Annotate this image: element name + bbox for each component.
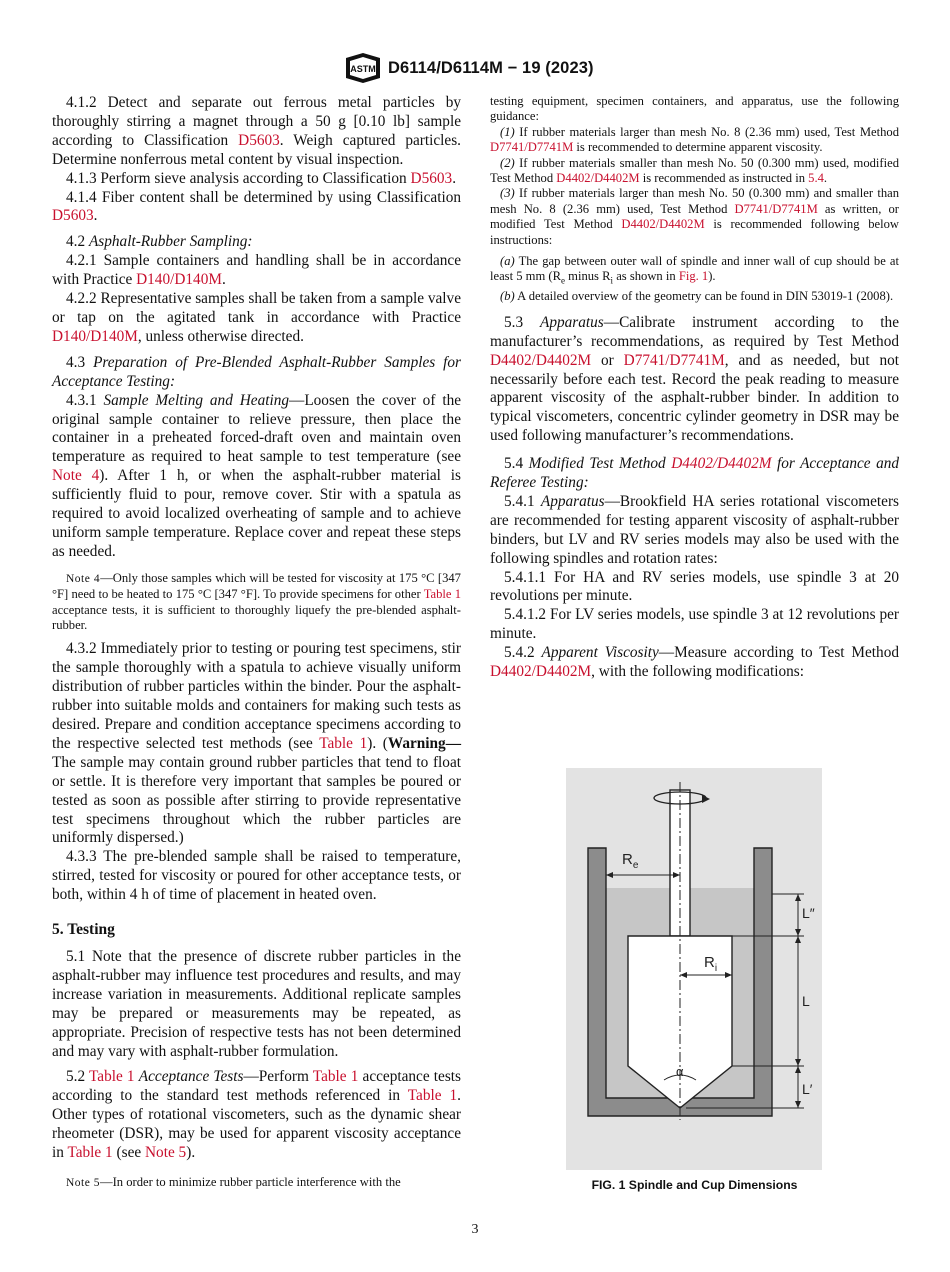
paragraph-4-1-3: 4.1.3 Perform sieve analysis according to Classification D5603. (66, 169, 457, 187)
link-d4402[interactable]: D4402/D4402M (490, 351, 592, 369)
spindle-cup-diagram (566, 768, 822, 1170)
link-d5603[interactable]: D5603 (410, 169, 453, 187)
guidance-a: (a) The gap between outer wall of spindle and inner wall of cup should be at least 5 mm ($R_e$ minus $R_i$ as shown in Fig. 1). (490, 254, 899, 286)
link-d7741[interactable]: D7741/D7741M (623, 351, 725, 369)
figure-caption: FIG. 1 Spindle and Cup Dimensions (591, 1178, 798, 1192)
link-table-1[interactable]: Table 1 (423, 587, 461, 602)
astm-logo-icon (344, 52, 382, 84)
guidance-1: (1) If rubber materials larger than mesh No. 8 (2.36 mm) used, Test Method D7741/D7741M is recommended to determine apparent viscosity. (490, 124, 899, 155)
paragraph-5-2: 5.2 Table 1 Acceptance Tests—Perform Table 1 acceptance tests according to the standard test methods referenced in Table 1. Other types of rotational viscometers, such as the dynamic shear rheometer (DSR), may be used for apparent viscosity acceptance in Table 1 (see Note 5). (52, 1068, 461, 1162)
document-id: D6114/D6114M − 19 (2023) (388, 59, 594, 77)
guidance-b: (b) A detailed overview of the geometry can be found in DIN 53019-1 (2008). (500, 289, 894, 304)
link-d140[interactable]: D140/D140M (136, 271, 222, 289)
paragraph-4-2-1: 4.2.1 Sample containers and handling shall be in accordance with Practice D140/D140M. (52, 252, 461, 289)
label-l: L (802, 993, 810, 1009)
paragraph-5-1: 5.1 Note that the presence of discrete rubber particles in the asphalt-rubber may influence test procedures and results, and may increase variation in measurements. Additional replicate samples may be prepared or measurements may be repeated, as appropriate. Precision of respective tests has not been determined and may vary with asphalt-rubber formulation. (52, 947, 461, 1060)
page-number: 3 (471, 1222, 479, 1237)
link-d140[interactable]: D140/D140M (52, 327, 138, 345)
link-d4402[interactable]: D4402/D4402M (556, 171, 640, 186)
paragraph-5-4-1-1: 5.4.1.1 For HA and RV series models, use spindle 3 at 20 revolutions per minute. (490, 568, 899, 605)
link-d4402[interactable]: D4402/D4402M (671, 455, 772, 473)
paragraph-5-4: 5.4 Modified Test Method D4402/D4402M for Acceptance and Referee Testing: (490, 455, 900, 492)
paragraph-4-1-2: 4.1.2 Detect and separate out ferrous metal particles by thoroughly stirring a magnet through a 50 g [0.10 lb] sample according to Classification D5603. Weigh captured particles. Determine nonferrous metal content by visual inspection. (52, 94, 461, 168)
link-d4402[interactable]: D4402/D4402M (490, 663, 592, 681)
figure-spindle-cup (566, 768, 822, 1170)
label-re: $R_e$ (622, 851, 639, 871)
guidance-2: (2) If rubber materials smaller than mesh No. 50 (0.300 mm) used, modified Test Method D4402/D4402M is recommended as instructed in 5.4. (490, 155, 899, 186)
paragraph-4-3: 4.3 Preparation of Pre-Blended Asphalt-Rubber Samples for Acceptance Testing: (52, 353, 461, 390)
link-table-1[interactable]: Table 1 (89, 1068, 135, 1086)
note-5: Note 5—In order to minimize rubber particle interference with the (66, 1174, 401, 1189)
link-table-1[interactable]: Table 1 (312, 1068, 359, 1086)
link-note-4[interactable]: Note 4 (52, 467, 100, 485)
paragraph-5-4-1-2: 5.4.1.2 For LV series models, use spindle 3 at 12 revolutions per minute. (490, 606, 899, 643)
logo-text: ASTM (350, 64, 376, 74)
section-heading-testing: 5. Testing (52, 921, 115, 939)
page-header (0, 52, 950, 88)
paragraph-4-2: 4.2 Asphalt-Rubber Sampling: (66, 233, 253, 251)
paragraph-4-2-2: 4.2.2 Representative samples shall be taken from a sample valve or tap on the agitated tank in accordance with Practice D140/D140M, unless otherwise directed. (52, 290, 461, 345)
link-d5603[interactable]: D5603 (238, 131, 280, 149)
link-d4402[interactable]: D4402/D4402M (621, 217, 705, 232)
link-d7741[interactable]: D7741/D7741M (734, 201, 818, 216)
paragraph-4-3-1: 4.3.1 Sample Melting and Heating—Loosen the cover of the original sample container to relieve pressure, then place the container in a preheated forced-draft oven and maintain oven temperature as required to heat sample to test temperature (see Note 4). After 1 h, or when the asphalt-rubber material is sufficiently fluid to pour, remove cover. Stir with a spatula as required to avoid localized overheating of sample and to achieve uniform sample temperature. Replace cover and repeat these steps as needed. (52, 391, 462, 560)
paragraph-5-4-1: 5.4.1 Apparatus—Brookfield HA series rotational viscometers are recommended for testing apparent viscosity of asphalt-rubber binders, but LV and RV series models may also be used with the following spindles and rotation rates: (490, 492, 899, 567)
right-column (490, 94, 899, 682)
link-table-1[interactable]: Table 1 (407, 1087, 458, 1105)
link-d5603[interactable]: D5603 (52, 207, 94, 225)
left-column (52, 94, 461, 1198)
note-4: Note 4—Only those samples which will be tested for viscosity at 175 °C [347 °F] need to be heated to 175 °C [347 °F]. To provide specimens for other Table 1 acceptance tests, it is sufficient to thoroughly liquefy the pre-blended asphalt-rubber. (52, 570, 461, 632)
link-section-5-4[interactable]: 5.4 (808, 171, 824, 186)
label-alpha: α (676, 1064, 684, 1079)
label-l-prime: L′ (802, 1081, 813, 1097)
paragraph-5-4-2: 5.4.2 Apparent Viscosity—Measure according to Test Method D4402/D4402M, with the following modifications: (490, 644, 900, 681)
link-table-1[interactable]: Table 1 (319, 734, 368, 752)
paragraph-4-3-3: 4.3.3 The pre-blended sample shall be raised to temperature, stirred, tested for viscosity or poured for other acceptance tests, or both, within 4 h of time of placement in heated oven. (52, 848, 461, 904)
guidance-intro: testing equipment, specimen containers, and apparatus, use the following guidance: (490, 94, 899, 124)
paragraph-4-1-4: 4.1.4 Fiber content shall be determined by using Classification D5603. (52, 188, 461, 225)
paragraph-4-3-2: 4.3.2 Immediately prior to testing or pouring test specimens, stir the sample thoroughly with a spatula to achieve visually uniform distribution of rubber particles within the binder. Pour the asphalt-rubber into suitable molds and containers for making such tests as desired. Prepare and condition acceptance specimens according to the respective selected test methods (see Table 1). (Warning—The sample may contain ground rubber particles that tend to float or settle. It is therefore very important that samples be poured or tested as soon as possible after stirring to provide representative test specimens throughout which the rubber particles are uniformly dispersed.) (52, 640, 461, 847)
link-fig-1[interactable]: Fig. 1 (678, 269, 709, 284)
paragraph-5-3: 5.3 Apparatus—Calibrate instrument according to the manufacturer’s recommendations, as required by Test Method D4402/D4402M or D7741/D7741M, and as needed, but not necessarily before each test. Record the peak reading to measure apparent viscosity of the asphalt-rubber binder. In addition to typical viscometers, concentric cylinder geometry in DSR may be used following manufacturer’s recommendations. (490, 313, 899, 445)
label-l-double-prime: L″ (802, 905, 815, 921)
link-table-1[interactable]: Table 1 (67, 1144, 113, 1162)
guidance-3: (3) If rubber materials larger than mesh No. 50 (0.300 mm) and smaller than mesh No. 8 (2.36 mm) used, Test Method D7741/D7741M as written, or modified Test Method D4402/D4402M is recommended following below instructions: (490, 186, 899, 247)
link-note-5[interactable]: Note 5 (145, 1144, 187, 1162)
link-d7741[interactable]: D7741/D7741M (490, 140, 574, 155)
label-ri: $R_i$ (704, 954, 718, 974)
